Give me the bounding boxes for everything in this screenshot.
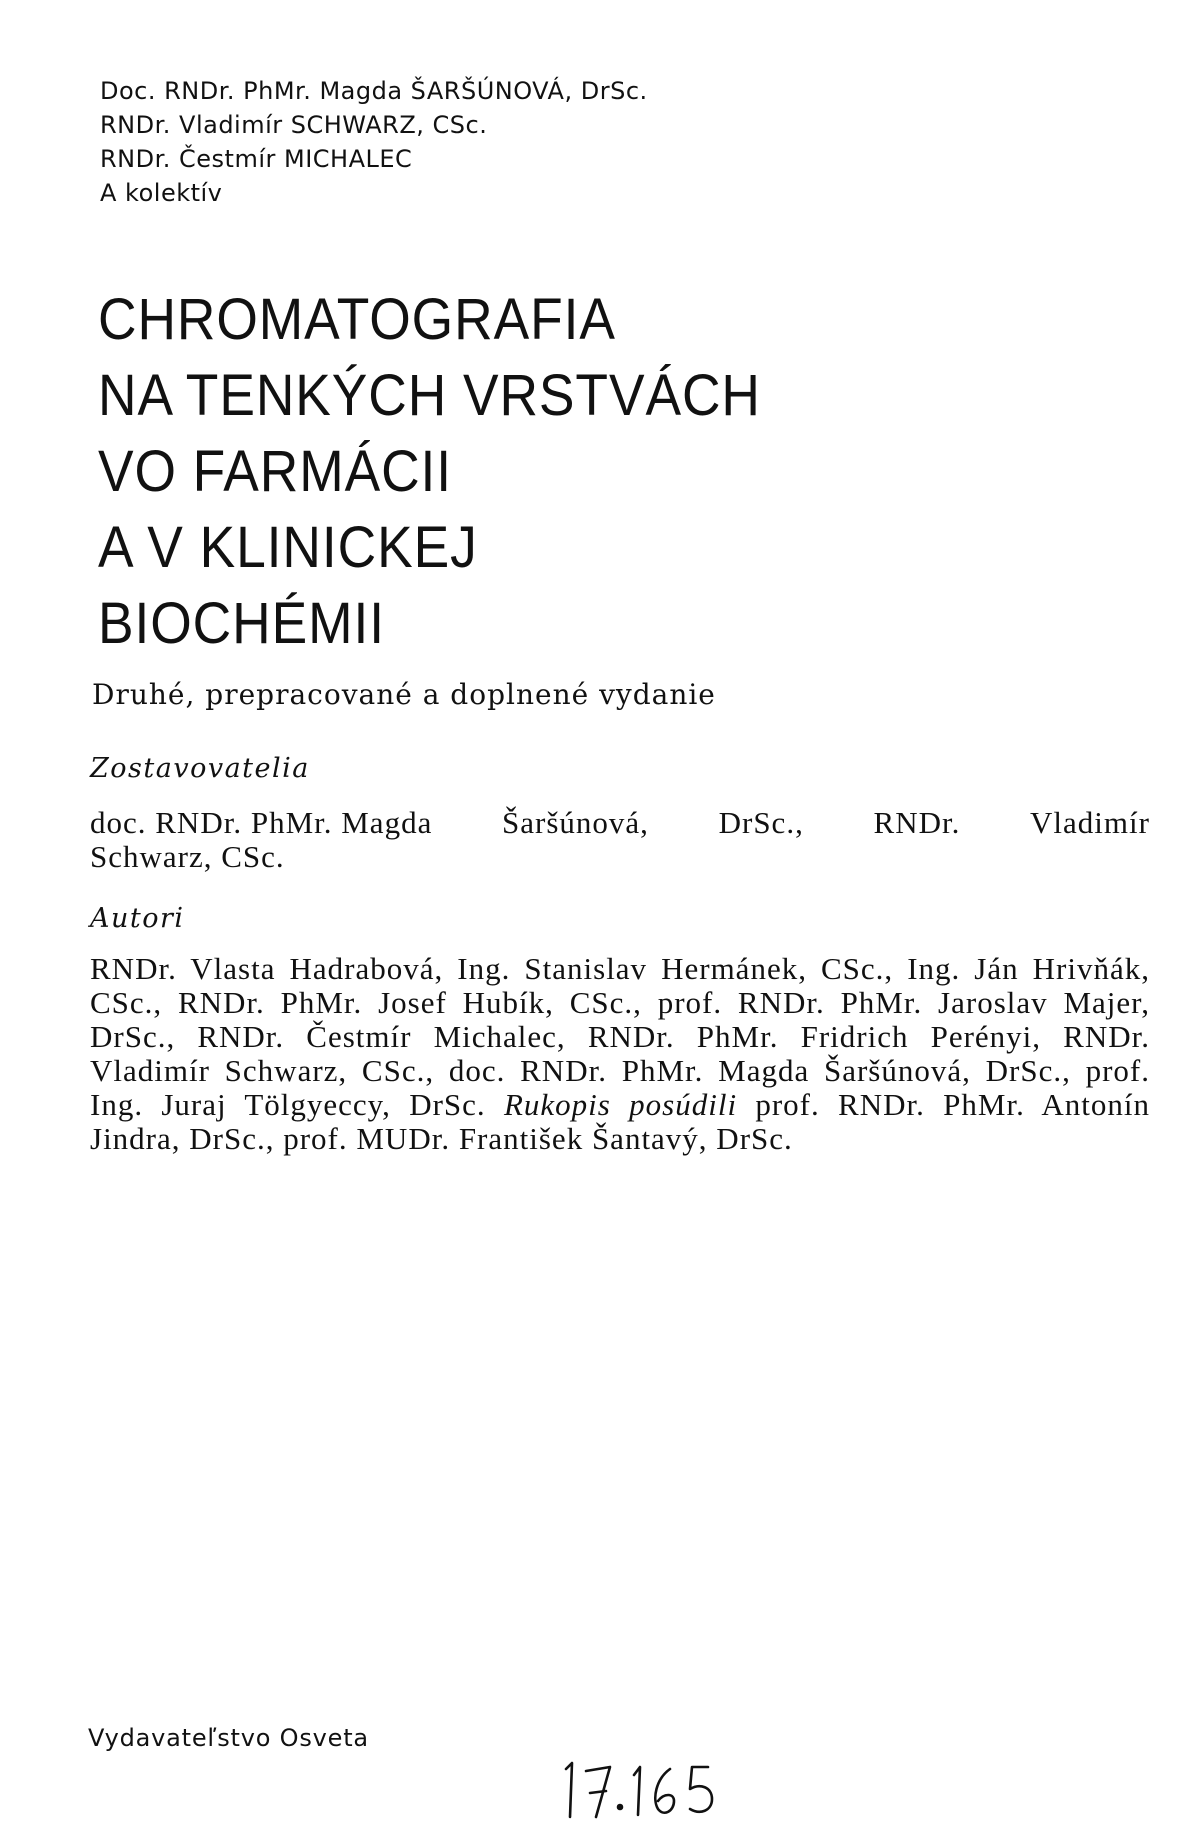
handwritten-note — [552, 1755, 752, 1825]
title-line: NA TENKÝCH VRSTVÁCH — [98, 363, 761, 428]
reviewers-label: Rukopis posúdili — [503, 1087, 738, 1122]
compilers-part: Vladimír — [1030, 805, 1150, 840]
author-line: RNDr. Vladimír SCHWARZ, CSc. — [100, 111, 488, 139]
title-line: BIOCHÉMII — [98, 591, 385, 656]
compilers-label: Zostavovatelia — [90, 753, 310, 784]
compilers-line — [90, 806, 1150, 840]
author-block — [100, 74, 648, 210]
authors-paragraph — [90, 952, 1150, 1156]
authors-label: Autori — [90, 903, 185, 934]
title-line: A V KLINICKEJ — [98, 515, 478, 580]
publisher: Vydavateľstvo Osveta — [88, 1724, 369, 1752]
compilers-part: doc. RNDr. PhMr. Magda — [90, 805, 433, 840]
compilers-part: RNDr. — [873, 805, 961, 840]
handwritten-number-drawing — [552, 1755, 752, 1825]
reviewers-text: prof. RNDr. PhMr. Antonín Jindra, DrSc., prof. MUDr. František Šantavý, DrSc. — [90, 1087, 1151, 1156]
author-line: A kolektív — [100, 179, 223, 207]
compilers-part: Šaršúnová, — [502, 805, 649, 840]
author-line: RNDr. Čestmír MICHALEC — [100, 145, 413, 173]
compilers-part: DrSc., — [718, 805, 804, 840]
edition-note: Druhé, prepracované a doplnené vydanie — [92, 678, 716, 711]
authors-list-text: RNDr. Vlasta Hadrabová, Ing. Stanislav Hermánek, CSc., Ing. Ján Hrivňák, CSc., RNDr. PhMr. Josef Hubík, CSc., prof. RNDr. PhMr. Jaroslav Majer, DrSc., RNDr. Čestmír Michalec, RNDr. PhMr. Fridrich Perényi, RNDr. Vladimír Schwarz, CSc., doc. RNDr. PhMr. Magda Šaršúnová, DrSc., prof. Ing. Juraj Tölgyeccy, DrSc. — [90, 951, 1150, 1122]
compilers-text — [90, 806, 1150, 874]
book-title — [98, 282, 761, 662]
author-line: Doc. RNDr. PhMr. Magda ŠARŠÚNOVÁ, DrSc. — [100, 77, 648, 105]
compilers-line: Schwarz, CSc. — [90, 839, 285, 874]
title-line: VO FARMÁCII — [98, 439, 453, 504]
title-line: CHROMATOGRAFIA — [98, 287, 616, 352]
